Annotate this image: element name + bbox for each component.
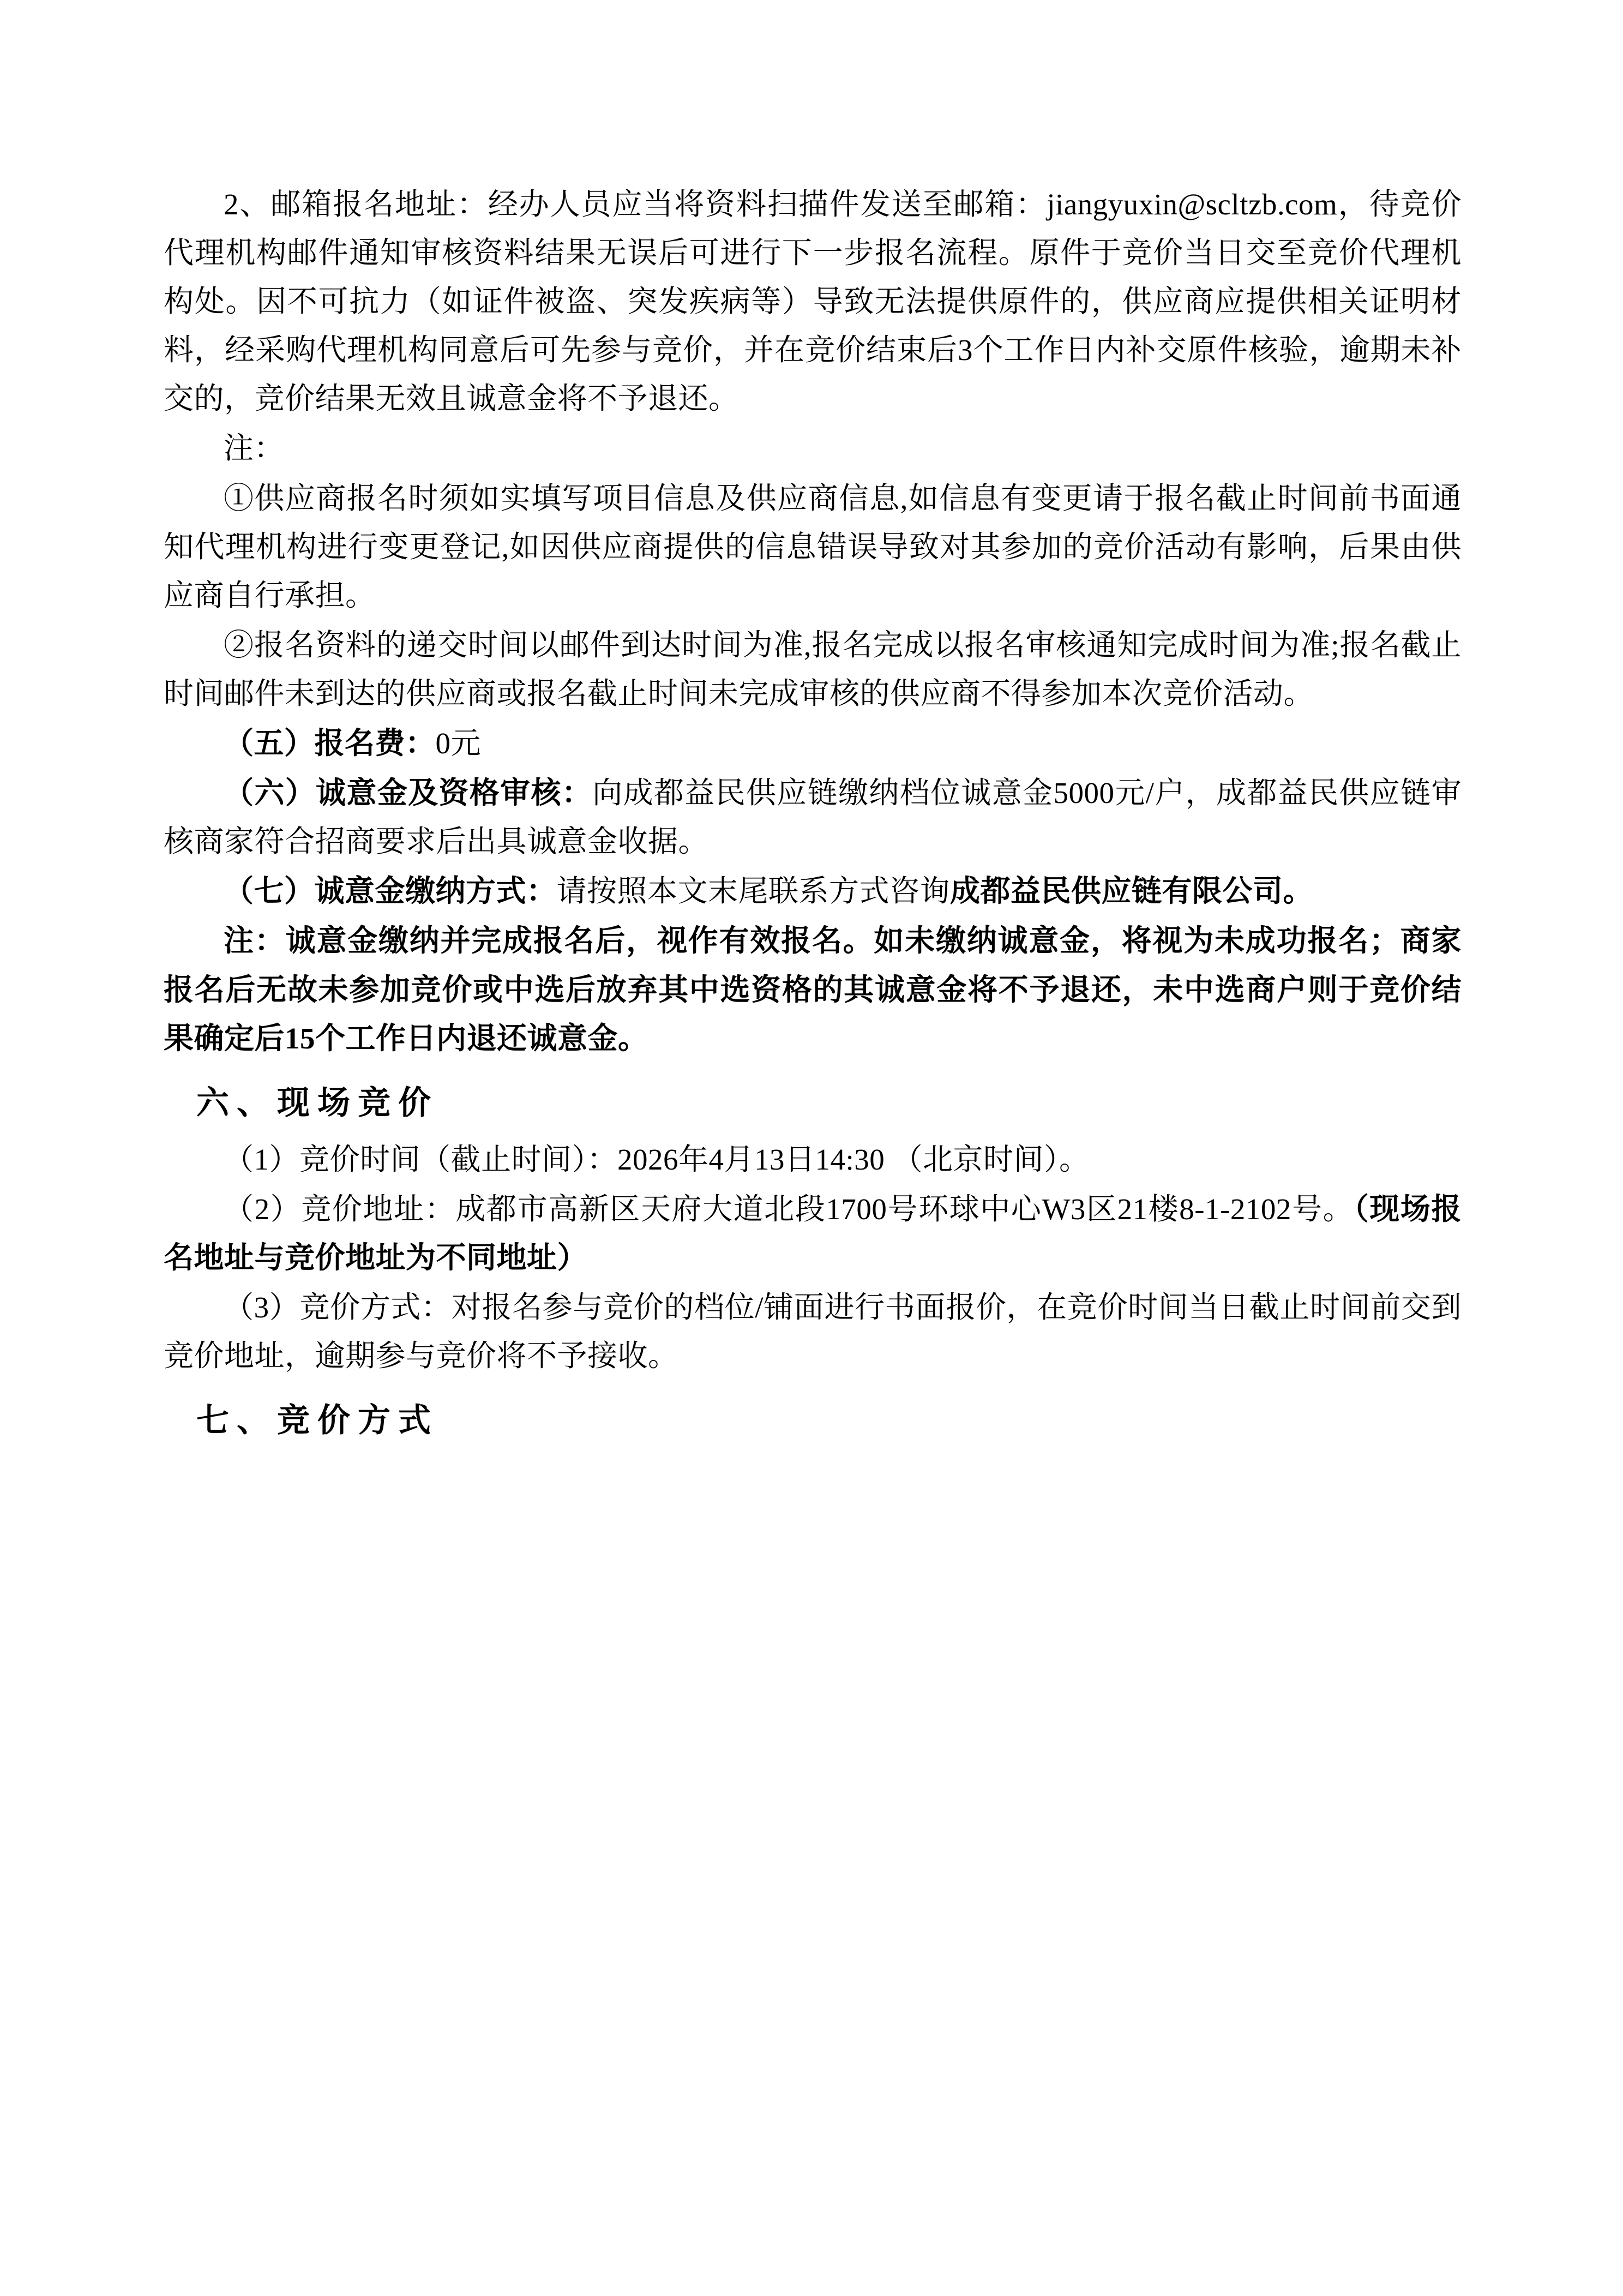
heading-bidding-method: 七、竞价方式: [196, 1402, 438, 1439]
paragraph-deposit-and-qualification: [164, 769, 1462, 866]
registration-fee-label: （五）报名费：: [224, 727, 436, 760]
paragraph-bidding-time: （1）竞价时间（截止时间）：2026年4月13日14:30 （北京时间）。: [224, 1142, 1090, 1176]
paragraph-bidding-method: （3）竞价方式：对报名参与竞价的档位/铺面进行书面报价，在竞价时间当日截止时间前交到竞价地址，逾期参与竞价将不予接收。: [164, 1291, 1462, 1373]
paragraph-note-two: ②报名资料的递交时间以邮件到达时间为准,报名完成以报名审核通知完成时间为准;报名截止时间邮件未到达的供应商或报名截止时间未完成审核的供应商不得参加本次竞价活动。: [164, 628, 1462, 710]
bidding-address-note: （现场报名地址与竞价地址为不同地址）: [164, 1192, 1462, 1275]
deposit-payment-company: 成都益民供应链有限公司。: [950, 874, 1314, 908]
deposit-value: 向成都益民供应链缴纳档位诚意金5000元/户，成都益民供应链审核商家符合招商要求后出具诚意金收据。: [164, 776, 1462, 859]
paragraph-note-label: 注：: [224, 431, 285, 465]
heading-onsite-bidding: 六、现场竞价: [196, 1084, 438, 1121]
deposit-payment-label: （七）诚意金缴纳方式：: [224, 874, 557, 908]
deposit-payment-value: 请按照本文末尾联系方式咨询: [556, 874, 951, 908]
paragraph-note-one: ①供应商报名时须如实填写项目信息及供应商信息,如信息有变更请于报名截止时间前书面通知代理机构进行变更登记,如因供应商提供的信息错误导致对其参加的竞价活动有影响，后果由供应商自行承担。: [164, 481, 1462, 612]
paragraph-registration-fee: [164, 719, 1462, 768]
registration-fee-value: 0元: [435, 727, 482, 760]
paragraph-email-registration: 2、邮箱报名地址：经办人员应当将资料扫描件发送至邮箱：jiangyuxin@scltzb.com，待竞价代理机构邮件通知审核资料结果无误后可进行下一步报名流程。原件于竞价当日交至竞价代理机构处。因不可抗力（如证件被盗、突发疾病等）导致无法提供原件的，供应商应提供相关证明材料，经采购代理机构同意后可先参与竞价，并在竞价结束后3个工作日内补交原件核验，逾期未补交的，竞价结果无效且诚意金将不予退还。: [164, 188, 1462, 416]
bidding-address-text: （2）竞价地址：成都市高新区天府大道北段1700号环球中心W3区21楼8-1-2102号。: [224, 1192, 1354, 1226]
paragraph-deposit-payment-method: [164, 867, 1462, 915]
paragraph-deposit-bold-note: 注：诚意金缴纳并完成报名后，视作有效报名。如未缴纳诚意金，将视为未成功报名；商家报名后无故未参加竞价或中选后放弃其中选资格的其诚意金将不予退还，未中选商户则于竞价结果确定后15个工作日内退还诚意金。: [164, 924, 1462, 1055]
paragraph-bidding-address: [164, 1185, 1462, 1282]
document-body: [164, 180, 1462, 1448]
deposit-label: （六）诚意金及资格审核：: [224, 776, 593, 810]
